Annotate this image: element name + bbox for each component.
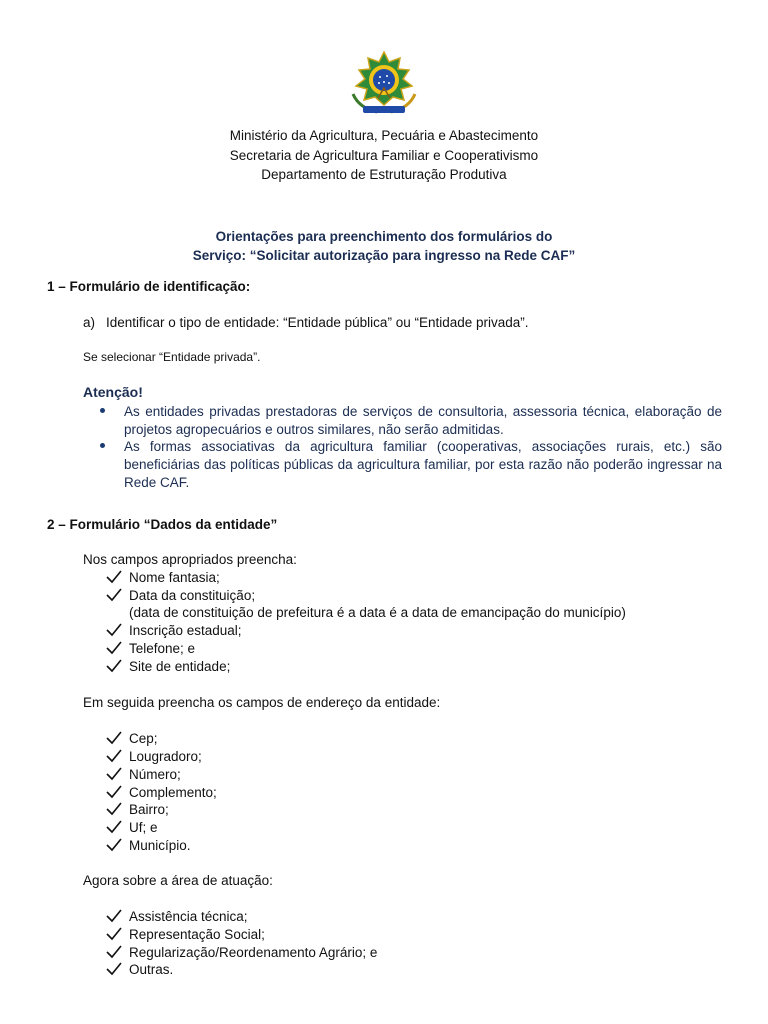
section-2-heading: 2 – Formulário “Dados da entidade” (47, 517, 278, 532)
checkmark-icon (105, 570, 123, 584)
checklist-item (105, 962, 174, 977)
checklist-item (105, 838, 191, 853)
checklist-label: Outras. (129, 962, 174, 977)
bullet-dot-icon (100, 408, 105, 413)
title-line-1: Orientações para preenchimento dos formulários do (215, 229, 553, 244)
checklist-item (105, 588, 256, 603)
checklist-item (105, 659, 231, 674)
ministry-name: Ministério da Agricultura, Pecuária e Abastecimento (229, 128, 539, 143)
checklist-item (105, 802, 169, 817)
checklist-label: Data da constituição; (129, 588, 256, 603)
checklist-item (105, 820, 158, 835)
checkmark-icon (105, 623, 123, 637)
checklist-label: Site de entidade; (129, 659, 231, 674)
checklist-item (105, 570, 220, 585)
checklist-item (105, 945, 378, 960)
checklist-item (105, 785, 217, 800)
item-a-text: Identificar o tipo de entidade: “Entidade pública” ou “Entidade privada”. (106, 315, 529, 330)
checklist-label: Município. (129, 838, 191, 853)
checklist-label: Nome fantasia; (129, 570, 220, 585)
checklist-item (105, 731, 158, 746)
checklist-item (105, 623, 242, 638)
checklist-item (105, 641, 196, 656)
ministry-header (0, 126, 768, 185)
checklist-label: Número; (129, 767, 181, 782)
attention-bullet (100, 403, 722, 439)
document-title (0, 227, 768, 265)
checkmark-icon (105, 838, 123, 852)
checkmark-icon (105, 820, 123, 834)
checkmark-icon (105, 731, 123, 745)
private-entity-note: Se selecionar “Entidade privada”. (83, 350, 261, 364)
checklist-label: Cep; (129, 731, 158, 746)
checklist-label: Uf; e (129, 820, 158, 835)
bullet-text: As entidades privadas prestadoras de serviços de consultoria, assessoria técnica, elaboração de projetos agropecuários e outros similares, não serão admitidas. (124, 404, 722, 437)
checklist-item (105, 927, 265, 942)
checkmark-icon (105, 641, 123, 655)
checklist-item (105, 749, 202, 764)
checklist-label: Complemento; (129, 785, 217, 800)
section-1-heading: 1 – Formulário de identificação: (47, 279, 251, 294)
checklist-label: Assistência técnica; (129, 909, 248, 924)
attention-heading: Atenção! (83, 384, 143, 400)
checklist-label: Telefone; e (129, 641, 196, 656)
fields-intro: Nos campos apropriados preencha: (83, 552, 297, 567)
checklist-label: Bairro; (129, 802, 169, 817)
checkmark-icon (105, 785, 123, 799)
checkmark-icon (105, 749, 123, 763)
checklist-label: Regularização/Reordenamento Agrário; e (129, 945, 378, 960)
checklist-item (105, 767, 181, 782)
checklist-label: Representação Social; (129, 927, 265, 942)
address-intro: Em seguida preencha os campos de endereço da entidade: (83, 695, 441, 710)
checkmark-icon (105, 909, 123, 923)
checklist-label: Inscrição estadual; (129, 623, 242, 638)
bullet-text: As formas associativas da agricultura familiar (cooperativas, associações rurais, etc.) são beneficiárias das políticas públicas da agricultura familiar, por esta razão não poderão ingressar na Rede CAF. (124, 439, 722, 490)
constitution-date-note: (data de constituição de prefeitura é a data é a data de emancipação do município) (129, 605, 626, 620)
secretariat-name: Secretaria de Agricultura Familiar e Cooperativismo (229, 147, 539, 163)
checkmark-icon (105, 945, 123, 959)
department-name: Departamento de Estruturação Produtiva (261, 167, 507, 182)
bullet-dot-icon (100, 443, 105, 448)
checkmark-icon (105, 659, 123, 673)
checklist-label: Lougradoro; (129, 749, 202, 764)
checkmark-icon (105, 588, 123, 602)
brazil-coat-of-arms-icon (347, 50, 421, 118)
area-intro: Agora sobre a área de atuação: (83, 873, 273, 888)
checklist-item (105, 909, 248, 924)
checkmark-icon (105, 927, 123, 941)
attention-bullet (100, 438, 722, 492)
item-a-marker: a) (83, 315, 96, 330)
checkmark-icon (105, 962, 123, 976)
title-line-2: Serviço: “Solicitar autorização para ingresso na Rede CAF” (192, 248, 576, 263)
checkmark-icon (105, 802, 123, 816)
checkmark-icon (105, 767, 123, 781)
